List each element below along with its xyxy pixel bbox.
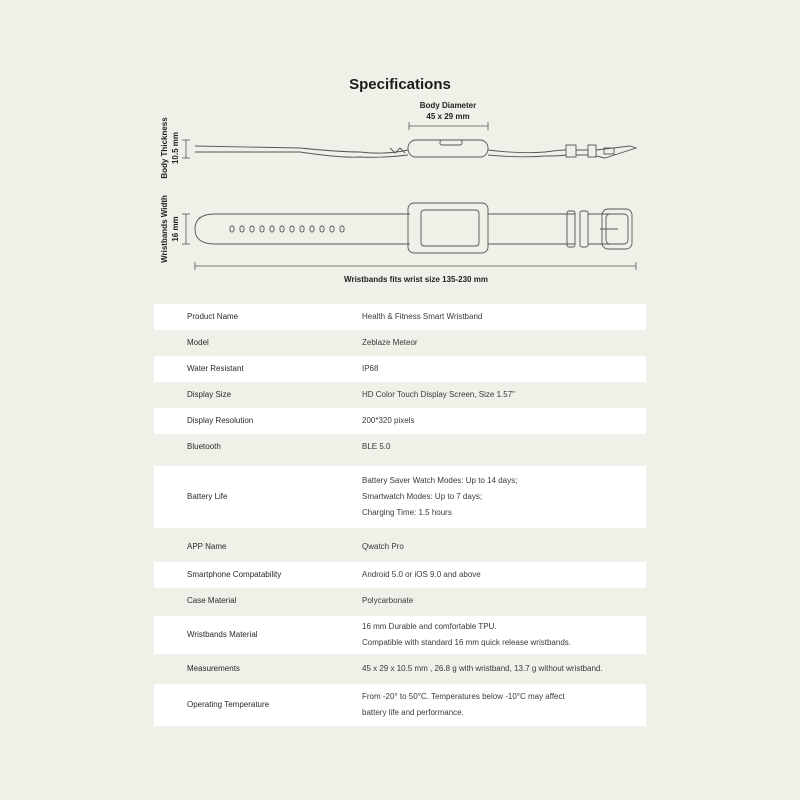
spec-value: 200*320 pixels <box>362 416 415 425</box>
spec-row-product-name <box>154 304 646 330</box>
spec-label: Smartphone Compatability <box>187 570 282 579</box>
spec-row-measurements <box>154 656 646 682</box>
spec-value: BLE 5.0 <box>362 442 391 451</box>
wristband-width-label: Wristbands Width <box>160 195 169 263</box>
spec-row-display-size <box>154 382 646 408</box>
spec-row-app-name <box>154 534 646 560</box>
watch-side-view <box>195 140 636 158</box>
wrist-size-dimension-line <box>195 262 636 270</box>
spec-value: Battery Saver Watch Modes: Up to 14 days; Smartwatch Modes: Up to 7 days; Charging Time: 1.5 hours <box>362 476 518 517</box>
spec-row-case-material <box>154 588 646 614</box>
spec-label: Display Size <box>187 390 232 399</box>
spec-row-water-resistant <box>154 356 646 382</box>
spec-label: Product Name <box>187 312 239 321</box>
body-thickness-label: Body Thickness <box>160 117 169 179</box>
spec-value: IP68 <box>362 364 379 373</box>
spec-label: Case Material <box>187 596 237 605</box>
body-diameter-label: Body Diameter <box>419 101 477 110</box>
watch-front-view <box>195 203 632 253</box>
spec-value: Health & Fitness Smart Wristband <box>362 312 483 321</box>
page-title: Specifications <box>349 76 451 93</box>
spec-row-operating-temperature <box>154 684 646 726</box>
spec-label: Bluetooth <box>187 442 221 451</box>
spec-value: 16 mm Durable and comfortable TPU. Compatible with standard 16 mm quick release wristbands. <box>362 622 571 647</box>
spec-row-battery-life <box>154 466 646 528</box>
spec-label: Battery Life <box>187 492 228 501</box>
spec-label: Measurements <box>187 664 240 673</box>
spec-label: Display Resolution <box>187 416 254 425</box>
body-thickness-value: 10.5 mm <box>171 131 180 165</box>
spec-row-smartphone-compatability <box>154 562 646 588</box>
wristband-width-value: 16 mm <box>171 216 180 242</box>
spec-row-model <box>154 330 646 356</box>
spec-value: 45 x 29 x 10.5 mm , 26.8 g with wristband, 13.7 g without wristband. <box>362 664 603 673</box>
spec-value: Zeblaze Meteor <box>362 338 418 347</box>
spec-row-display-resolution <box>154 408 646 434</box>
spec-label: Model <box>187 338 209 347</box>
spec-row-bluetooth <box>154 434 646 460</box>
wrist-size-label: Wristbands fits wrist size 135-230 mm <box>344 275 488 284</box>
spec-value: Qwatch Pro <box>362 542 404 551</box>
spec-value: Android 5.0 or iOS 9.0 and above <box>362 570 481 579</box>
body-thickness-dimension-line <box>182 140 190 158</box>
body-diameter-value: 45 x 29 mm <box>426 112 470 121</box>
spec-label: Wristbands Material <box>187 630 258 639</box>
spec-label: Water Resistant <box>187 364 244 373</box>
spec-label: APP Name <box>187 542 227 551</box>
spec-value: HD Color Touch Display Screen, Size 1.57" <box>362 390 515 399</box>
spec-value: Polycarbonate <box>362 596 414 605</box>
body-diameter-dimension-line <box>409 122 488 130</box>
spec-value: From -20° to 50°C. Temperatures below -10°C may affect battery life and performance. <box>362 692 565 717</box>
spec-label: Operating Temperature <box>187 700 270 709</box>
spec-row-wristbands-material <box>154 616 646 654</box>
watch-dimension-diagram <box>0 0 800 300</box>
wristband-width-dimension-line <box>182 214 190 244</box>
